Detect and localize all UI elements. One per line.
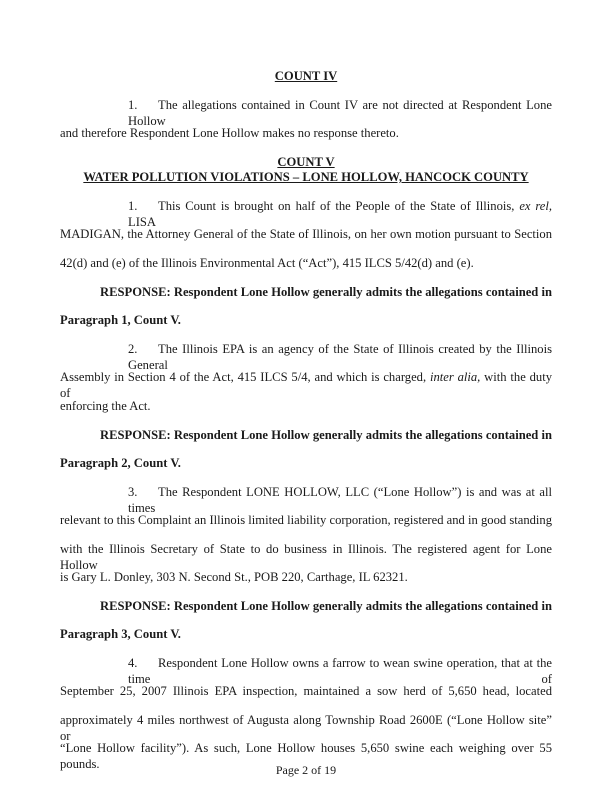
count-v-subheading: WATER POLLUTION VIOLATIONS – LONE HOLLOW, HANCOCK COUNTY [83,170,529,184]
count-v-paragraph-2-line-1: 2. The Illinois EPA is an agency of the State of Illinois created by the Illinois General [128,342,552,372]
count-iv-paragraph-1-line-2: and therefore Respondent Lone Hollow makes no response thereto. [60,126,399,140]
response-1-line-1: RESPONSE: Respondent Lone Hollow generally admits the allegations contained in [100,285,552,299]
count-v-paragraph-4-line-4: “Lone Hollow facility”). As such, Lone Hollow houses 5,650 swine each weighing over 55 pounds. [60,741,552,771]
response-2-line-1: RESPONSE: Respondent Lone Hollow generally admits the allegations contained in [100,428,552,442]
count-iv-paragraph-1-line-1: 1. The allegations contained in Count IV are not directed at Respondent Lone Hollow [128,98,552,128]
count-v-paragraph-3-line-4: is Gary L. Donley, 303 N. Second St., POB 220, Carthage, IL 62321. [60,570,408,584]
count-v-paragraph-4-line-3: approximately 4 miles northwest of Augusta along Township Road 2600E (“Lone Hollow site” or [60,713,552,743]
count-v-paragraph-4-line-1: 4. Respondent Lone Hollow owns a farrow to wean swine operation, that at the time of [128,656,552,686]
count-v-paragraph-1-line-1: 1. This Count is brought on half of the People of the State of Illinois, ex rel, LISA [128,199,553,229]
paragraph-number: 1. [128,98,138,112]
page-number: Page 2 of 19 [275,763,337,777]
count-iv-heading: COUNT IV [274,69,338,83]
response-1-line-2: Paragraph 1, Count V. [60,313,181,327]
count-v-paragraph-3-line-1: 3. The Respondent LONE HOLLOW, LLC (“Lone Hollow”) is and was at all times [128,485,552,515]
count-v-paragraph-2-line-2: Assembly in Section 4 of the Act, 415 ILCS 5/4, and which is charged, inter alia, with the duty of [60,370,552,400]
count-v-paragraph-4-line-2: September 25, 2007 Illinois EPA inspection, maintained a sow herd of 5,650 head, located [60,684,552,698]
count-v-heading: COUNT V [277,155,335,169]
count-v-paragraph-1-line-2: MADIGAN, the Attorney General of the State of Illinois, on her own motion pursuant to Section [60,227,552,241]
count-v-paragraph-2-line-3: enforcing the Act. [60,399,151,413]
count-v-paragraph-3-line-3: with the Illinois Secretary of State to do business in Illinois. The registered agent for Lone Hollow [60,542,552,572]
count-v-paragraph-3-line-2: relevant to this Complaint an Illinois limited liability corporation, registered and in good standing [60,513,552,527]
count-v-paragraph-1-line-3: 42(d) and (e) of the Illinois Environmental Act (“Act”), 415 ILCS 5/42(d) and (e). [60,256,474,270]
response-2-line-2: Paragraph 2, Count V. [60,456,181,470]
response-3-line-2: Paragraph 3, Count V. [60,627,181,641]
response-3-line-1: RESPONSE: Respondent Lone Hollow generally admits the allegations contained in [100,599,552,613]
